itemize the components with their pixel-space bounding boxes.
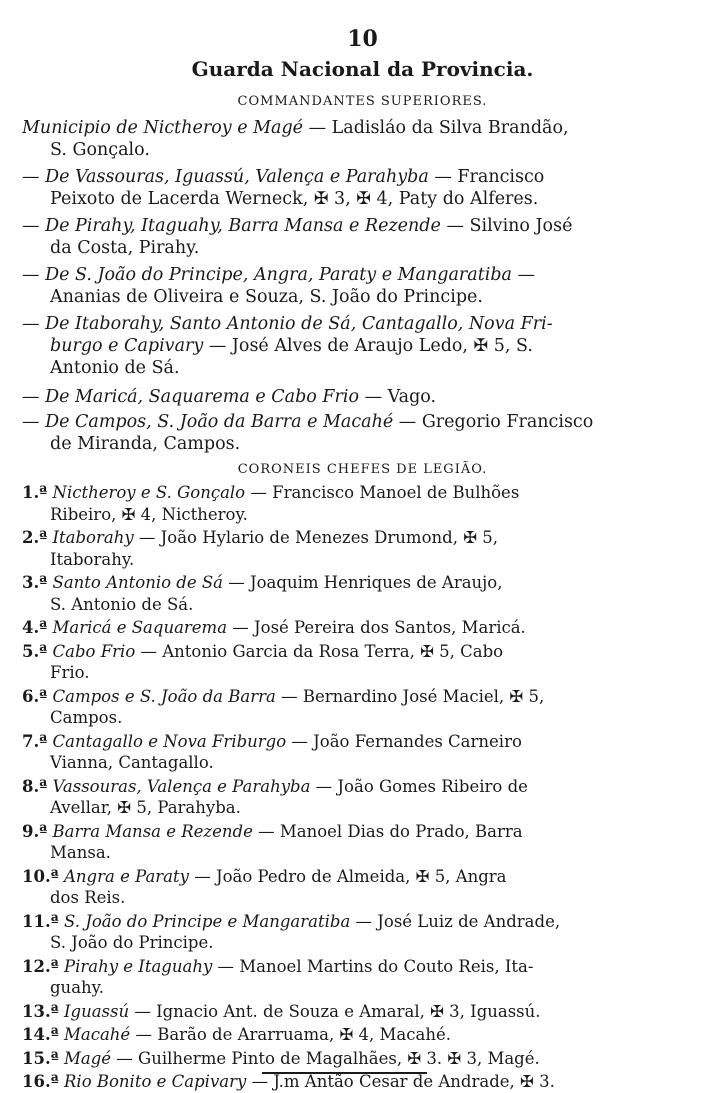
entry-name: — Francisco Manoel de Bulhões <box>245 483 520 502</box>
entry-continuation: Antonio de Sá. <box>50 358 180 378</box>
entry-continuation: Vianna, Cantagallo. <box>50 753 214 772</box>
page-number: 10 <box>347 26 378 52</box>
entry-continuation: Peixoto de Lacerda Werneck, ✠ 3, ✠ 4, Paty do Alferes. <box>50 189 539 209</box>
entry-number: 15.ª <box>22 1048 59 1068</box>
list-item <box>22 572 630 615</box>
entry-number: 11.ª <box>22 911 59 931</box>
entry-place: — De Itaborahy, Santo Antonio de Sá, Cantagallo, Nova Fri- <box>22 314 553 334</box>
entry-place: Cantagallo e Nova Friburgo <box>47 731 287 751</box>
entry-name: — José Alves de Araujo Ledo, ✠ 5, S. <box>203 336 533 356</box>
entry-place: S. João do Principe e Mangaratiba <box>58 911 351 931</box>
section-heading-commandantes: COMMANDANTES SUPERIORES. <box>237 94 488 109</box>
list-item <box>22 1048 630 1070</box>
list-item <box>22 166 630 210</box>
entry-name: — João Pedro de Almeida, ✠ 5, Angra <box>188 866 507 886</box>
list-item <box>22 527 630 570</box>
list-item <box>22 617 630 639</box>
entry-number: 1.ª <box>22 483 48 502</box>
entry-place: Santo Antonio de Sá <box>47 573 223 592</box>
entry-name: — João Gomes Ribeiro de <box>310 776 528 796</box>
entry-number: 8.ª <box>22 776 48 796</box>
section-heading-coroneis: CORONEIS CHEFES DE LEGIÃO. <box>237 462 488 477</box>
entry-name: — José Pereira dos Santos, Maricá. <box>227 618 526 637</box>
entry-number: 3.ª <box>22 573 48 592</box>
list-item <box>22 386 630 408</box>
entry-name: — Joaquim Henriques de Araujo, <box>223 573 503 592</box>
entry-number: 12.ª <box>22 956 59 976</box>
entry-place: Itaborahy <box>47 528 134 547</box>
list-item <box>22 264 630 308</box>
entry-name: — João Fernandes Carneiro <box>286 731 522 751</box>
entry-continuation: dos Reis. <box>50 888 126 907</box>
entry-place: Macahé <box>58 1025 131 1044</box>
entry-place-continued: burgo e Capivary <box>50 336 204 356</box>
entry-name: — Antonio Garcia da Rosa Terra, ✠ 5, Cabo <box>135 641 504 661</box>
entry-name: — Gregorio Francisco <box>393 412 594 432</box>
entry-continuation: de Miranda, Campos. <box>50 434 241 454</box>
entry-place: Pirahy e Itaguahy <box>58 956 213 976</box>
entry-number: 7.ª <box>22 731 48 751</box>
entry-continuation: S. Gonçalo. <box>50 140 150 160</box>
list-item <box>22 956 630 999</box>
entry-place: — De S. João do Principe, Angra, Paraty e Mangaratiba — <box>22 265 536 285</box>
entry-place: — De Campos, S. João da Barra e Macahé <box>22 412 394 432</box>
entry-number: 13.ª <box>22 1001 59 1021</box>
entry-name: — J.m Antão Cesar de Andrade, ✠ 3. <box>246 1072 555 1091</box>
entry-place: Campos e S. João da Barra <box>47 686 276 706</box>
entry-name: — Ladisláo da Silva Brandão, <box>303 118 569 138</box>
entry-place: Iguassú <box>58 1001 130 1021</box>
entry-place: — De Pirahy, Itaguahy, Barra Mansa e Rezende <box>22 216 441 236</box>
entry-continuation: S. Antonio de Sá. <box>50 594 194 614</box>
entry-name: — Manoel Dias do Prado, Barra <box>252 821 523 841</box>
entry-number: 16.ª <box>22 1072 59 1091</box>
entry-place: — De Vassouras, Iguassú, Valença e Parahyba <box>22 167 429 187</box>
list-item <box>22 686 630 729</box>
entry-name: — Ignacio Ant. de Souza e Amaral, ✠ 3, Iguassú. <box>129 1001 541 1021</box>
entry-continuation: Campos. <box>50 708 123 727</box>
list-item <box>22 866 630 909</box>
entry-number: 9.ª <box>22 821 48 841</box>
entry-name: — Manoel Martins do Couto Reis, Ita- <box>212 956 534 976</box>
entry-continuation: Frio. <box>50 663 90 682</box>
entry-place: Rio Bonito e Capivary <box>58 1072 247 1091</box>
entry-name: — Bernardino José Maciel, ✠ 5, <box>275 686 545 706</box>
entry-name: — Silvino José <box>440 216 573 236</box>
entry-place: Angra e Paraty <box>58 866 189 886</box>
entry-continuation: Ananias de Oliveira e Souza, S. João do Principe. <box>50 287 483 307</box>
list-item <box>22 411 630 455</box>
entry-name: — Guilherme Pinto de Magalhães, ✠ 3. ✠ 3, Magé. <box>111 1048 540 1068</box>
entry-continuation: Mansa. <box>50 843 111 862</box>
entry-number: 10.ª <box>22 866 59 886</box>
list-item <box>22 1001 630 1023</box>
entry-place: Cabo Frio <box>47 641 136 661</box>
list-item <box>22 1024 630 1046</box>
list-item <box>22 482 630 525</box>
entry-name: — José Luiz de Andrade, <box>350 911 561 931</box>
list-item <box>22 911 630 954</box>
entry-continuation: S. João do Principe. <box>50 933 214 952</box>
entry-place: Barra Mansa e Rezende <box>47 821 253 841</box>
entry-name: — Barão de Ararruama, ✠ 4, Macahé. <box>130 1025 451 1044</box>
entry-place: Vassouras, Valença e Parahyba <box>47 776 311 796</box>
entry-number: 2.ª <box>22 528 48 547</box>
entry-place: Magé <box>58 1048 112 1068</box>
entry-continuation: Ribeiro, ✠ 4, Nictheroy. <box>50 504 248 524</box>
entry-continuation: da Costa, Pirahy. <box>50 238 200 258</box>
entry-number: 4.ª <box>22 618 48 637</box>
list-item <box>22 215 630 259</box>
list-item <box>22 731 630 774</box>
entry-place: — De Maricá, Saquarema e Cabo Frio <box>22 387 360 407</box>
entry-number: 6.ª <box>22 686 48 706</box>
entry-place: Maricá e Saquarema <box>47 618 228 637</box>
list-item <box>22 776 630 819</box>
list-item <box>22 641 630 684</box>
entry-continuation: Avellar, ✠ 5, Parahyba. <box>50 798 241 817</box>
entry-name: — João Hylario de Menezes Drumond, ✠ 5, <box>133 528 499 547</box>
entry-place: Municipio de Nictheroy e Magé <box>22 118 304 138</box>
entry-place: Nictheroy e S. Gonçalo <box>47 483 246 502</box>
page-title: Guarda Nacional da Provincia. <box>191 57 534 81</box>
entry-name: — Francisco <box>428 167 545 187</box>
entry-number: 5.ª <box>22 641 48 661</box>
entry-name: — Vago. <box>359 387 437 407</box>
entry-continuation: Itaborahy. <box>50 549 135 569</box>
list-item <box>22 821 630 864</box>
entry-continuation: guahy. <box>50 978 105 997</box>
list-item <box>22 313 630 379</box>
list-item <box>22 117 630 161</box>
entry-number: 14.ª <box>22 1025 59 1044</box>
